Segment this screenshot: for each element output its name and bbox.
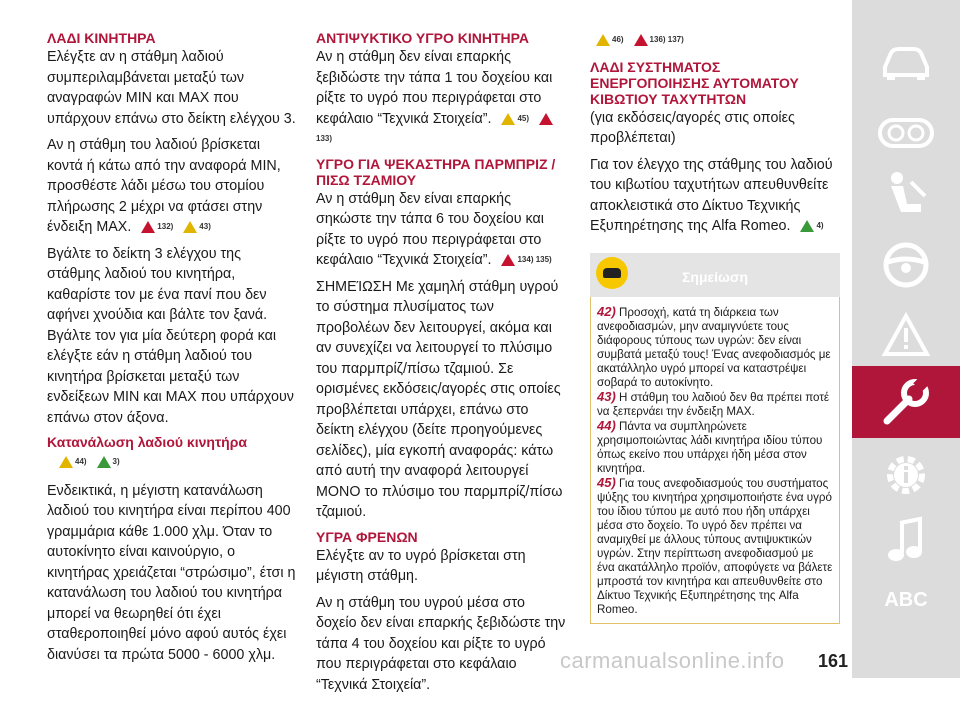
paragraph-text: Αν η στάθμη δεν είναι επαρκής ξεβιδώστε την τάπα 1 του δοχείου και ρίξτε το υγρό που περιγράφεται στο κεφάλαιο “Τεχνικά Στοιχεία”. xyxy=(316,49,553,127)
note-number: 45) xyxy=(597,474,616,490)
page-number: 161 xyxy=(818,651,849,671)
paragraph xyxy=(316,189,568,271)
reference-line xyxy=(53,452,297,473)
reference-label: 134) 135) xyxy=(517,255,552,265)
reference-label: 46) xyxy=(612,35,624,44)
danger-warning-icon xyxy=(501,254,515,266)
section-heading-coolant: ΑΝΤΙΨΥΚΤΙΚΟ ΥΓΡΟ ΚΙΝΗΤΗΡΑ xyxy=(316,30,530,46)
danger-warning-icon xyxy=(539,113,553,125)
section-heading-gearbox-oil: ΛΑΔΙ ΣΥΣΤΗΜΑΤΟΣ ΕΝΕΡΓΟΠΟΙΗΣΗΣ ΑΥΤΟΜΑΤΟΥ ΚΙΒΩΤΙΟΥ ΤΑΧΥΤΗΤΩΝ xyxy=(590,58,799,107)
note-number: 43) xyxy=(597,388,616,404)
paragraph xyxy=(316,47,568,150)
caution-warning-icon xyxy=(501,113,515,125)
paragraph xyxy=(47,135,297,238)
note-item xyxy=(597,305,833,390)
section-heading-brake-fluid: ΥΓΡΑ ΦΡΕΝΩΝ xyxy=(316,528,418,545)
environment-icon xyxy=(97,456,111,468)
column-3 xyxy=(590,30,840,624)
reference-label: 136) 137) xyxy=(649,35,684,44)
danger-warning-icon xyxy=(634,34,648,46)
reference-label: 45) xyxy=(517,113,530,123)
paragraph: (για εκδόσεις/αγορές στις οποίες προβλέπεται) xyxy=(590,109,795,147)
paragraph xyxy=(590,155,840,237)
section-heading-engine-oil: ΛΑΔΙ ΚΙΝΗΤΗΡΑ xyxy=(47,30,156,46)
dashboard-gauges-icon[interactable] xyxy=(852,98,960,168)
reference-line xyxy=(590,30,840,51)
paragraph-text: Αν η στάθμη του λαδιού βρίσκεται κοντά ή κάτω από την αναφορά MIN, προσθέστε λάδι μέσω του στομίου πλήρωσης 2 μέχρι να φτάσει στην ένδειξη MAX. xyxy=(47,137,281,236)
environment-icon xyxy=(800,220,814,232)
watermark: carmanualsonline.info xyxy=(560,648,785,673)
note-number: 42) xyxy=(597,303,616,319)
note-text: Η στάθμη του λαδιού δεν θα πρέπει ποτέ να ξεπερνάει την ένδειξη MAX. xyxy=(597,390,830,418)
reference-label: 132) xyxy=(157,222,174,231)
chapter-sidebar xyxy=(852,0,960,678)
reference-label: 44) xyxy=(75,457,87,467)
note-body xyxy=(590,297,840,624)
steering-wheel-icon[interactable] xyxy=(852,230,960,300)
warning-triangle-icon[interactable] xyxy=(852,300,960,370)
gear-info-icon[interactable] xyxy=(852,440,960,510)
paragraph: Αν η στάθμη του υγρού μέσα στο δοχείο δεν είναι επαρκής ξεβιδώστε την τάπα 4 του δοχείου και ρίξτε το υγρό που περιγράφεται στο κεφάλαιο “Τεχνικά Στοιχεία”. xyxy=(316,594,566,693)
reference-label: 4) xyxy=(816,221,824,231)
caution-warning-icon xyxy=(596,34,610,46)
danger-warning-icon xyxy=(141,221,155,233)
note-text: Προσοχή, κατά τη διάρκεια των ανεφοδιασμών, μην αναμιγνύετε τους διάφορους τύπους των υγρών: δεν είναι συμβατά μεταξύ τους! Ένας ανεφοδιασμός με ακατάλληλο υγρό μπορεί να καταστρέψει σοβαρά το αυτοκίνητο. xyxy=(597,305,831,389)
paragraph-text: Για τον έλεγχο της στάθμης του λαδιού του κιβωτίου ταχυτήτων απευθυνθείτε αποκλειστικά στο Δίκτυο Τεχνικής Εξυπηρέτησης της Alfa Romeo. xyxy=(590,156,833,235)
note-title: Σημείωση xyxy=(681,268,748,285)
subsection-heading-oil-consumption: Κατανάλωση λαδιού κινητήρα xyxy=(47,434,248,451)
caution-warning-icon xyxy=(59,456,73,468)
wrench-icon[interactable] xyxy=(852,366,960,438)
note-text: Για τους ανεφοδιασμούς του συστήματος ψύξης του κινητήρα χρησιμοποιήστε ένα υγρό του ίδιου τύπου με αυτό που ήδη υπάρχει μέσα στο δοχείο. Το υγρό δεν πρέπει να αναμιχθεί με άλλους τύπους αντιψυκτικών υγρών. Στην περίπτωση ανεφοδιασμού με ένα ακατάλληλο προϊόν, αποφύγετε να βάλετε μπροστά τον κινητήρα και απευθυνθείτε στο Δίκτυο Τεχνικής Εξυπηρέτησης της Alfa Romeo. xyxy=(597,476,833,616)
paragraph-text: Αν η στάθμη δεν είναι επαρκής σηκώστε την τάπα 6 του δοχείου και ρίξτε το υγρό που περιγράφεται στο κεφάλαιο “Τεχνικά Στοιχεία”. xyxy=(316,190,544,269)
paragraph: Ελέγξτε αν η στάθμη λαδιού συμπεριλαμβάνεται μεταξύ των αναγραφών MIN και MAX που υπάρχουν επάνω στο δείκτη ελέγχου 3. xyxy=(47,49,296,127)
reference-label: 133) xyxy=(316,134,333,144)
abc-index-icon[interactable] xyxy=(852,565,960,635)
caution-warning-icon xyxy=(183,221,197,233)
paragraph: ΣΗΜΕΊΩΣΗ Με χαμηλή στάθμη υγρού το σύστημα πλυσίματος των προβολέων δεν λειτουργεί, ακόμα και αν συνεχίζει να λειτουργεί το πλύσιμο του παρμπρίζ/πίσω τζαμιού. Σε ορισμένες εκδόσεις/αγορές στις οποίες προβλέπεται υπάρχει, επάνω στο δείκτη ελέγχου (δείτε προηγούμενες σελίδες), μία εγκοπή αναφοράς: κάτω από αυτή την αναφορά λειτουργεί ΜΟΝΟ το πλύσιμο του παρμπρίζ/πίσω τζαμιού. xyxy=(316,278,563,521)
reference-label: 43) xyxy=(199,222,211,231)
note-item xyxy=(597,390,833,419)
paragraph: Βγάλτε το δείκτη 3 ελέγχου της στάθμης λαδιού του κινητήρα, καθαρίστε τον με ένα πανί που δεν αφήνει χνούδια και βάλτε τον ξανά. Βγάλτε τον για μία δεύτερη φορά και ελέγξτε εάν η στάθμη λαδιού του κινητήρα βρίσκεται μεταξύ των ενδείξεων MIN και MAX που υπάρχουν επάνω στον άξονα. xyxy=(47,245,294,426)
note-header xyxy=(590,253,840,297)
note-number: 44) xyxy=(597,417,616,433)
column-1 xyxy=(47,30,297,671)
column-2 xyxy=(316,30,568,701)
note-text: Πάντα να συμπληρώνετε χρησιμοποιώντας λάδι κινητήρα ιδίου τύπου όπως εκείνο που υπάρχει ήδη μέσα στον κινητήρα. xyxy=(597,419,823,475)
abc-label: ABC xyxy=(884,588,928,611)
section-heading-washer-fluid: ΥΓΡΟ ΓΙΑ ΨΕΚΑΣΤΗΡΑ ΠΑΡΜΠΡΙΖ / ΠΙΣΩ ΤΖΑΜΙΟΥ xyxy=(316,155,556,188)
seat-safety-icon[interactable] xyxy=(852,160,960,230)
paragraph: Ελέγξτε αν το υγρό βρίσκεται στη μέγιστη στάθμη. xyxy=(316,547,526,585)
note-item xyxy=(597,419,833,476)
reference-label: 3) xyxy=(112,457,120,467)
note-box xyxy=(590,253,840,624)
note-item xyxy=(597,476,833,617)
car-icon[interactable] xyxy=(852,28,960,98)
paragraph: Ενδεικτικά, η μέγιστη κατανάλωση λαδιού του κινητήρα είναι περίπου 400 γραμμάρια κάθε 1.000 χλμ. Όταν το αυτοκίνητο είναι καινούργιο, ο κινητήρας χρειάζεται “στρώσιμο”, έτσι η κατανάλωση του λαδιού του κινητήρα μπορεί να θεωρηθεί ότι έχει σταθεροποιηθεί μόνο αφού αυτός έχει διανύσει τα πρώτα 5000 - 6000 χλμ. xyxy=(47,482,296,663)
